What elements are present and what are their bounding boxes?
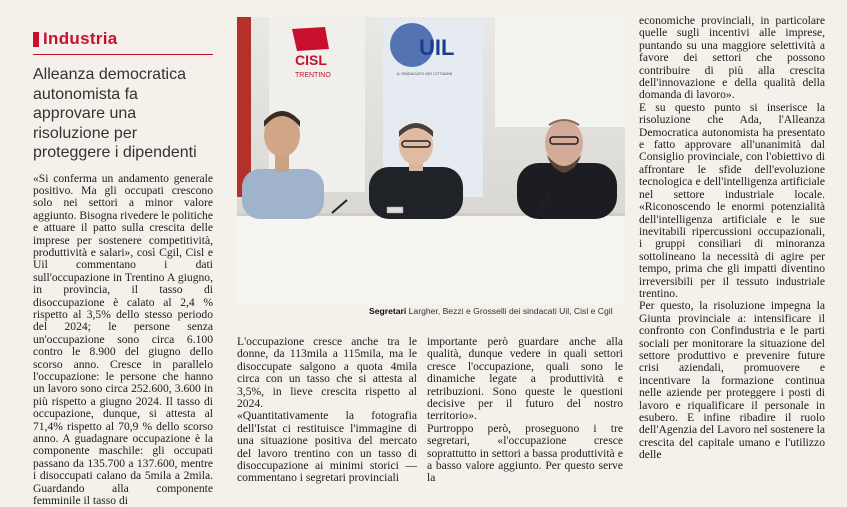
photo-caption: [369, 306, 631, 316]
article-headline: Alleanza democratica autonomista fa approvare una risoluzione per proteggere i dipendenti: [33, 65, 213, 163]
body-text-col1: [33, 173, 213, 507]
paragraph: importante però guardare anche alla qualità, dunque vedere in quali settori cresce l'occupazione, quali sono le dinamiche legate a produttività e retribuzioni. Sono queste le questioni decisive per il futuro del nostro territorio».: [427, 336, 623, 423]
cgil-banner: [237, 17, 251, 197]
news-photo: [237, 17, 625, 305]
caption-text: Largher, Bezzi e Grosselli dei sindacati Uil, Cisl e Cgil: [409, 306, 613, 316]
section-rule: [33, 54, 213, 55]
uil-banner-text: UIL: [419, 35, 454, 60]
paragraph: E su questo punto si inserisce la risoluzione che Ada, l'Alleanza Democratica autonomista ha presentato e fatto approvare all'unanimità dal Consiglio provinciale, con l'obiettivo di affrontare le sfide dell'evoluzione tecnologica e dell'intelligenza artificiale nel settore industriale locale. «Riconoscendo le enormi potenzialità dell'intelligenza artificiale e le sue inevitabili ripercussioni occupazionali, i gruppi consiliari di minoranza sottolineano la necessità di agire per tempo, prima che gli impatti diventino irreversibili per il tessuto industriale trentino.: [639, 102, 825, 301]
paragraph: Per questo, la risoluzione impegna la Giunta provinciale a: intensificare il confronto con Confindustria e le parti sociali per monitorare la situazione del settore produttivo e prevenire future crisi aziendali, promuovere e incentivare la formazione continua nelle aziende per proteggere i posti di lavoro e riqualificare il personale in esubero. E infine ribadire il ruolo dell'Agenzia del Lavoro nel sostenere la crescita del capitale umano e l'utilizzo delle: [639, 300, 825, 461]
paragraph: Purtroppo però, proseguono i tre segretari, «l'occupazione cresce soprattutto in settori a bassa produttività e a basso valore aggiunto. Per questo serve la: [427, 423, 623, 485]
paragraph: economiche provinciali, in particolare quelle sugli incentivi alle imprese, puntando su una maggiore selettività a favore dei settori che possono contribuire di più alla crescita dell'innovazione e della qualità della domanda di lavoro».: [639, 15, 825, 102]
paragraph: L'occupazione cresce anche tra le donne, da 113mila a 115mila, ma le disoccupate salgono a quota 4mila circa con un tasso che si attesta al 3,5%, in lieve crescita rispetto al 2024.: [237, 336, 417, 410]
section-marker: [33, 32, 39, 47]
article-column-3: [427, 336, 623, 477]
section-label: Industria: [43, 29, 118, 49]
uil-banner-subtext: IL SINDACATO DEI CITTADINI: [397, 71, 452, 76]
paragraph: «Quantitativamente la fotografia dell'Istat ci restituisce l'immagine di una situazione positiva del mercato del lavoro trentino con un tasso di disoccupazione ai minimi storici — commentano i segretari provinciali: [237, 410, 417, 484]
article-column-4: [639, 15, 825, 477]
article-column-1: [33, 0, 213, 477]
cisl-logo-icon: [292, 27, 329, 51]
caption-label: Segretari: [369, 306, 406, 316]
article-column-2: [237, 336, 417, 477]
photo-image: [237, 17, 625, 305]
paragraph: «Si conferma un andamento generale positivo. Ma gli occupati crescono solo nei settori a minor valore aggiunto. Bisogna rivedere le politiche e attuare il patto sulla crescita delle imprese per sostenere competitività, produttività e salari», così Cgil, Cisl e Uil commentano i dati sull'occupazione in Trentino A giugno, in provincia, il tasso di disoccupazione è calato al 2,4 % rispetto al 3,5% dello stesso periodo del 2024; le persone senza un'occupazione sono circa 6.100 contro le 8.900 del giugno dello scorso anno. Cresce in parallelo l'occupazione: le persone che hanno un lavoro sono circa 252.600, 3.600 in più rispetto a giugno 2024. Il tasso di occupazione, dunque, si attesta al 71,4% rispetto al 70,9 % dello scorso anno. A guadagnare occupazione è la componente maschile: gli occupati passano da 135.700 a 137.600, mentre i disoccupati calano da 5mila a 2mila. Guardando alla componente femminile il tasso di: [33, 173, 213, 507]
cisl-banner-subtext: TRENTINO: [295, 72, 331, 79]
table: [237, 215, 625, 305]
section-header: [33, 29, 213, 49]
cisl-banner-text: CISL: [295, 52, 327, 68]
